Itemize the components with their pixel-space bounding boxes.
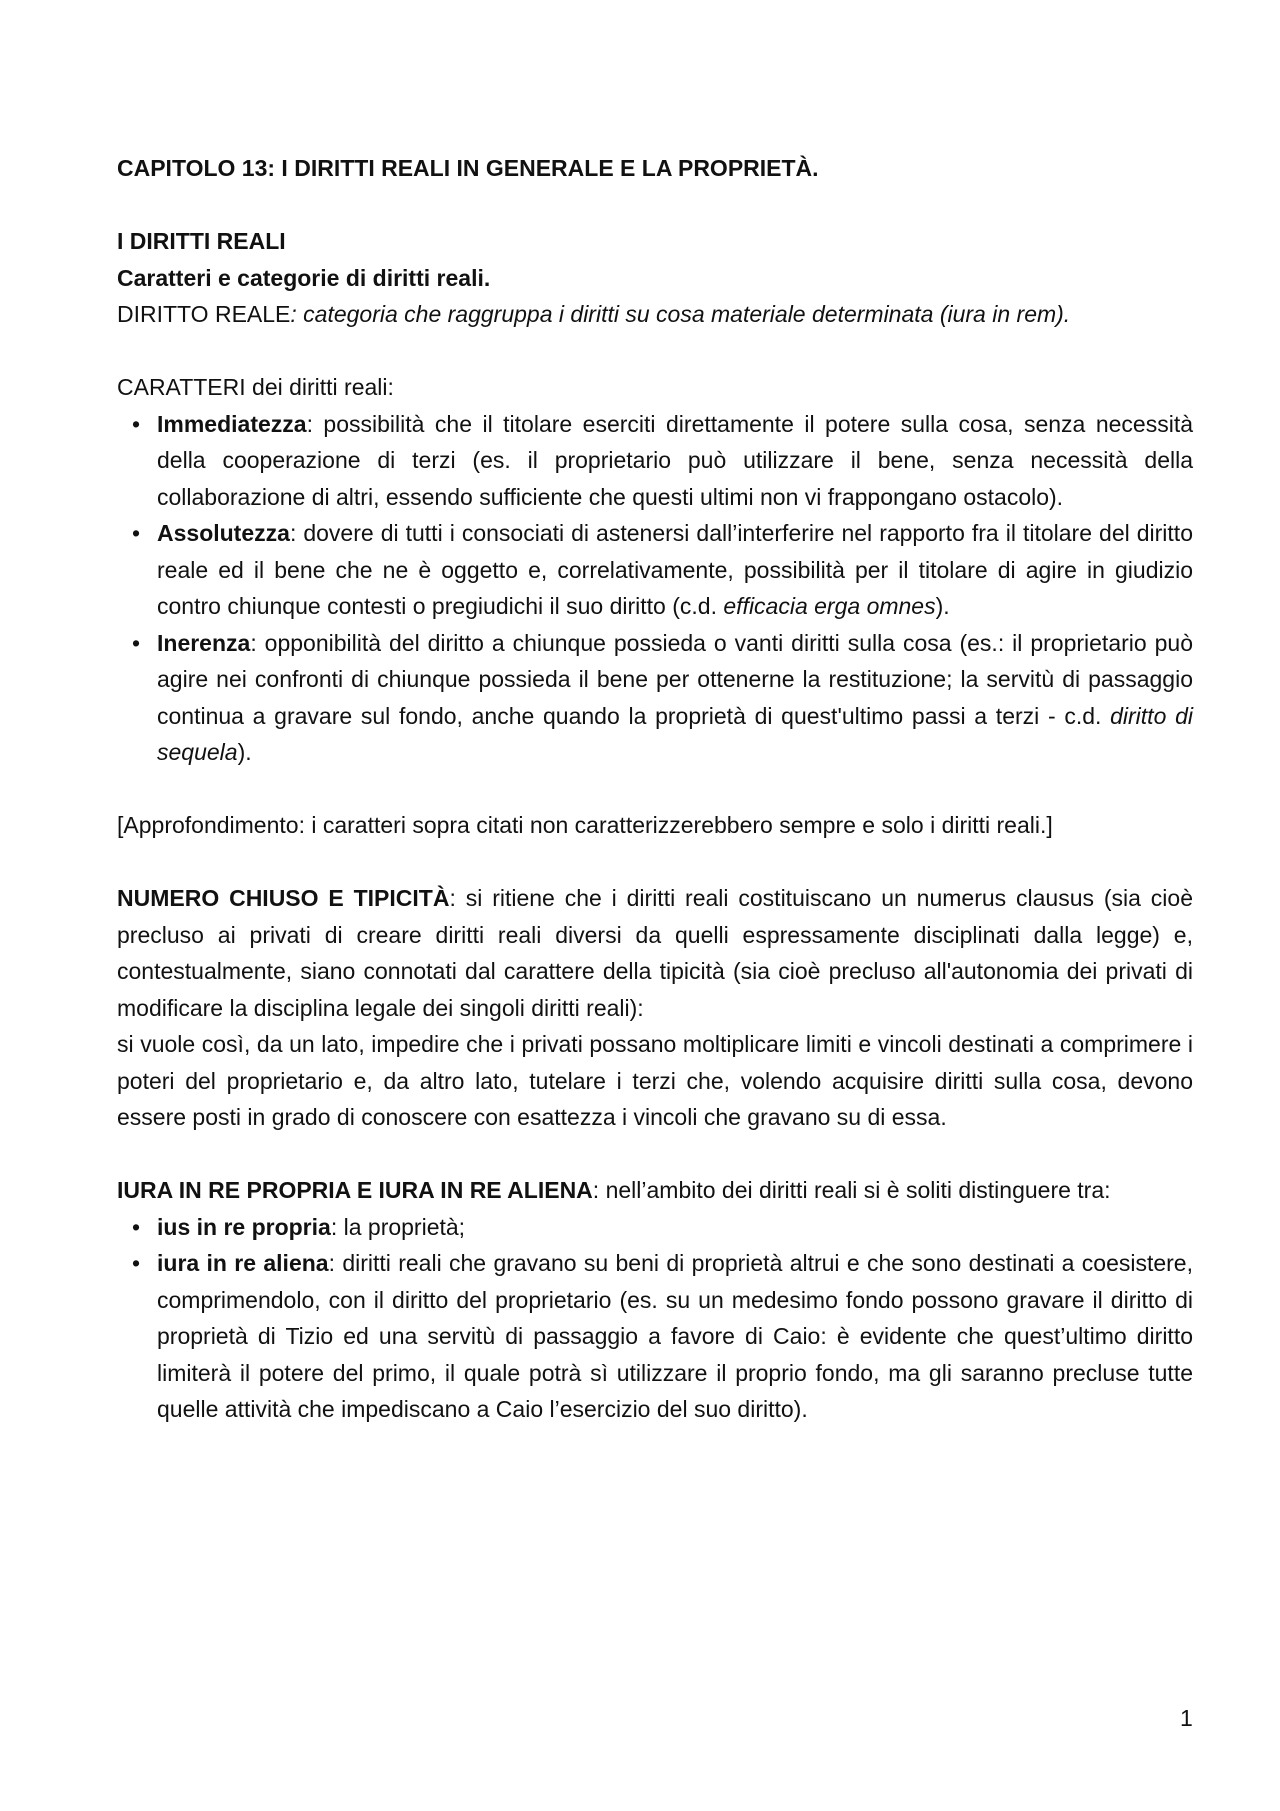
list-item [117, 406, 1193, 516]
iura-list [117, 1209, 1193, 1428]
iura-item-text: : la proprietà; [330, 1213, 466, 1240]
iura-item-term: iura in re aliena [157, 1250, 329, 1276]
caratteri-intro: CARATTERI dei diritti reali: [117, 374, 394, 400]
caratteri-tail: ). [237, 739, 252, 765]
bullet-icon: • [132, 1250, 141, 1276]
caratteri-list [117, 406, 1193, 771]
list-item [117, 625, 1193, 771]
caratteri-text: : dovere di tutti i consociati di astenersi dall’interferire nel rapporto fra il titolare del diritto reale ed il bene che ne è oggetto e, correlativamente, possibilità per il titolare di agire in giudizio contro chiunque contesti o pregiudichi il suo diritto (c.d. [157, 520, 1193, 619]
section-title: I DIRITTI REALI [117, 228, 286, 254]
numero-chiuso-term: NUMERO CHIUSO E TIPICITÀ [117, 885, 450, 911]
caratteri-term: Immediatezza [157, 410, 307, 437]
chapter-title: CAPITOLO 13: I DIRITTI REALI IN GENERALE E LA PROPRIETÀ. [117, 155, 819, 181]
iura-item-text: : diritti reali che gravano su beni di proprietà altrui e che sono destinati a coesistere, comprimendolo, con il diritto del proprietario (es. su un medesimo fondo possono gravare il diritto di proprietà di Tizio ed una servitù di passaggio a favore di Caio: è evidente che quest’ultimo diritto limiterà il potere del primo, il quale potrà sì utilizzare il proprio fondo, ma gli saranno precluse tutte quelle attività che impediscano a Caio l’esercizio del suo diritto). [157, 1250, 1193, 1422]
caratteri-tail: ). [935, 593, 950, 619]
list-item [117, 515, 1193, 625]
bullet-icon: • [132, 520, 141, 546]
iura-paragraph [117, 1172, 1193, 1209]
iura-term: IURA IN RE PROPRIA E IURA IN RE ALIENA [117, 1177, 593, 1203]
numero-chiuso-paragraph [117, 880, 1193, 1026]
bullet-icon: • [132, 1213, 141, 1240]
bullet-icon: • [132, 629, 141, 656]
list-item [117, 1245, 1193, 1428]
iura-text: : nell’ambito dei diritti reali si è soliti distinguere tra: [592, 1177, 1111, 1203]
approfondimento-note: [Approfondimento: i caratteri sopra citati non caratterizzerebbero sempre e solo i diritti reali.] [117, 812, 1053, 838]
caratteri-text: : opponibilità del diritto a chiunque possieda o vanti diritti sulla cosa (es.: il proprietario può agire nei confronti di chiunque possieda il bene per ottenerne la restituzione; la servitù di passaggio continua a gravare sul fondo, anche quando la proprietà di quest'ultimo passi a terzi - c.d. [157, 629, 1193, 729]
caratteri-text: : possibilità che il titolare eserciti direttamente il potere sulla cosa, senza necessità della cooperazione di terzi (es. il proprietario può utilizzare il bene, senza necessità della collaborazione di altri, essendo sufficiente che questi ultimi non vi frappongano ostacolo). [157, 410, 1193, 510]
caratteri-term: Inerenza [157, 629, 251, 656]
list-item [117, 1209, 1193, 1246]
caratteri-term: Assolutezza [157, 520, 290, 546]
page-number: 1 [1180, 1705, 1193, 1731]
document-page [117, 150, 1193, 1428]
bullet-icon: • [132, 410, 141, 437]
definition-paragraph [117, 296, 1193, 333]
numero-chiuso-continuation: si vuole così, da un lato, impedire che i privati possano moltiplicare limiti e vincoli destinati a comprimere i poteri del proprietario e, da altro lato, tutelare i terzi che, volendo acquisire diritti sulla cosa, devono essere posti in grado di conoscere con esattezza i vincoli che gravano su di essa. [117, 1031, 1193, 1130]
caratteri-italic: diritto di sequela [157, 702, 1193, 765]
subsection-title: Caratteri e categorie di diritti reali. [117, 264, 491, 291]
caratteri-italic: efficacia erga omnes [723, 593, 936, 619]
definition-term: DIRITTO REALE [117, 301, 291, 327]
iura-item-term: ius in re propria [157, 1213, 331, 1240]
definition-text: : categoria che raggruppa i diritti su cosa materiale determinata (iura in rem). [290, 301, 1071, 327]
numero-chiuso-text: : si ritiene che i diritti reali costituiscano un numerus clausus (sia cioè precluso ai privati di creare diritti reali diversi da quelli espressamente disciplinati dalla legge) e, contestualmente, siano connotati dal carattere della tipicità (sia cioè precluso all'autonomia dei privati di modificare la disciplina legale dei singoli diritti reali): [117, 885, 1193, 1021]
